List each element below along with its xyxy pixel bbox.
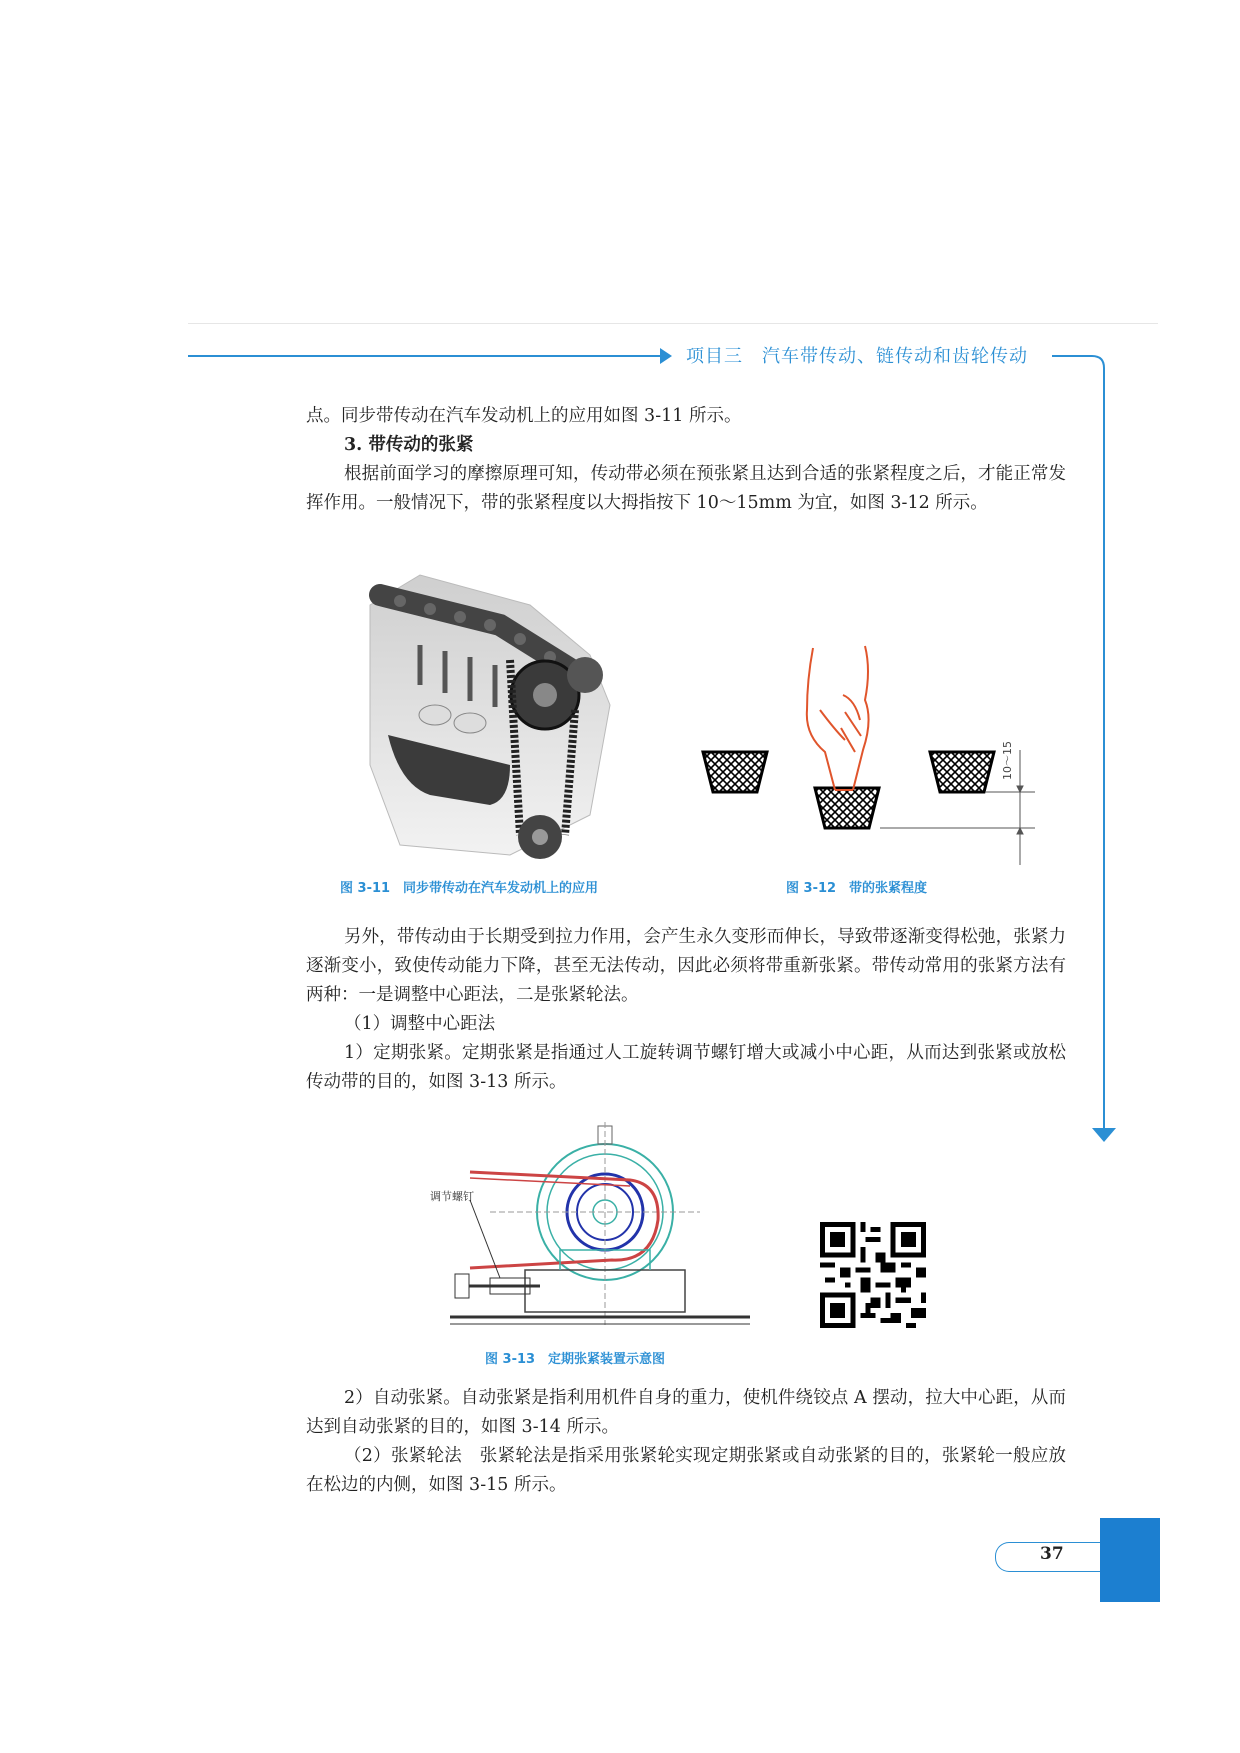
down-arrow-icon (1092, 1128, 1116, 1142)
header-arrow-icon (660, 348, 672, 364)
header-rule (188, 355, 663, 357)
page-number: 37 (1040, 1544, 1064, 1564)
figure-caption: 图 3-11 同步带传动在汽车发动机上的应用 (340, 881, 599, 896)
page-tab-block (1100, 1518, 1160, 1602)
text-block-2 (306, 923, 1066, 1097)
subheading: （1）调整中心距法 (344, 1014, 496, 1034)
text-block-3 (306, 1384, 1066, 1500)
paragraph: 1）定期张紧。定期张紧是指通过人工旋转调节螺钉增大或减小中心距，从而达到张紧或放松传动带的目的，如图 3-13 所示。 (306, 1043, 1066, 1092)
text-block-1 (306, 402, 1066, 518)
dimension-label: 10～15 (1001, 741, 1014, 780)
paragraph: 根据前面学习的摩擦原理可知，传动带必须在预张紧且达到合适的张紧程度之后，才能正常发挥作用。一般情况下，带的张紧程度以大拇指按下 10～15mm 为宜，如图 3-12 所示。 (306, 464, 1066, 513)
paragraph: 2）自动张紧。自动张紧是指利用机件自身的重力，使机件绕铰点 A 摆动，拉大中心距，从而达到自动张紧的目的，如图 3-14 所示。 (306, 1388, 1066, 1437)
figure-caption: 图 3-13 定期张紧装置示意图 (485, 1352, 666, 1367)
engine-illustration (360, 565, 640, 865)
section-heading: 3. 带传动的张紧 (344, 435, 474, 455)
page-top-line (188, 323, 1158, 324)
adjusting-screw-label: 调节螺钉 (430, 1190, 474, 1203)
hand-icon (807, 646, 869, 790)
paragraph: 点。同步带传动在汽车发动机上的应用如图 3-11 所示。 (306, 406, 742, 426)
qr-code[interactable] (820, 1222, 926, 1328)
paragraph: 另外，带传动由于长期受到拉力作用，会产生永久变形而伸长，导致带逐渐变得松弛，张紧力逐渐变小，致使传动能力下降，甚至无法传动，因此必须将带重新张紧。带传动常用的张紧方法有两种：一是调整中心距法，二是张紧轮法。 (306, 927, 1066, 1005)
paragraph: （2）张紧轮法 张紧轮法是指采用张紧轮实现定期张紧或自动张紧的目的，张紧轮一般应放在松边的内侧，如图 3-15 所示。 (306, 1446, 1066, 1495)
chapter-title: 项目三 汽车带传动、链传动和齿轮传动 (686, 346, 1028, 367)
tension-device-diagram (430, 1120, 760, 1335)
figure-caption: 图 3-12 带的张紧程度 (786, 881, 928, 896)
belt-tension-diagram (695, 640, 1040, 870)
